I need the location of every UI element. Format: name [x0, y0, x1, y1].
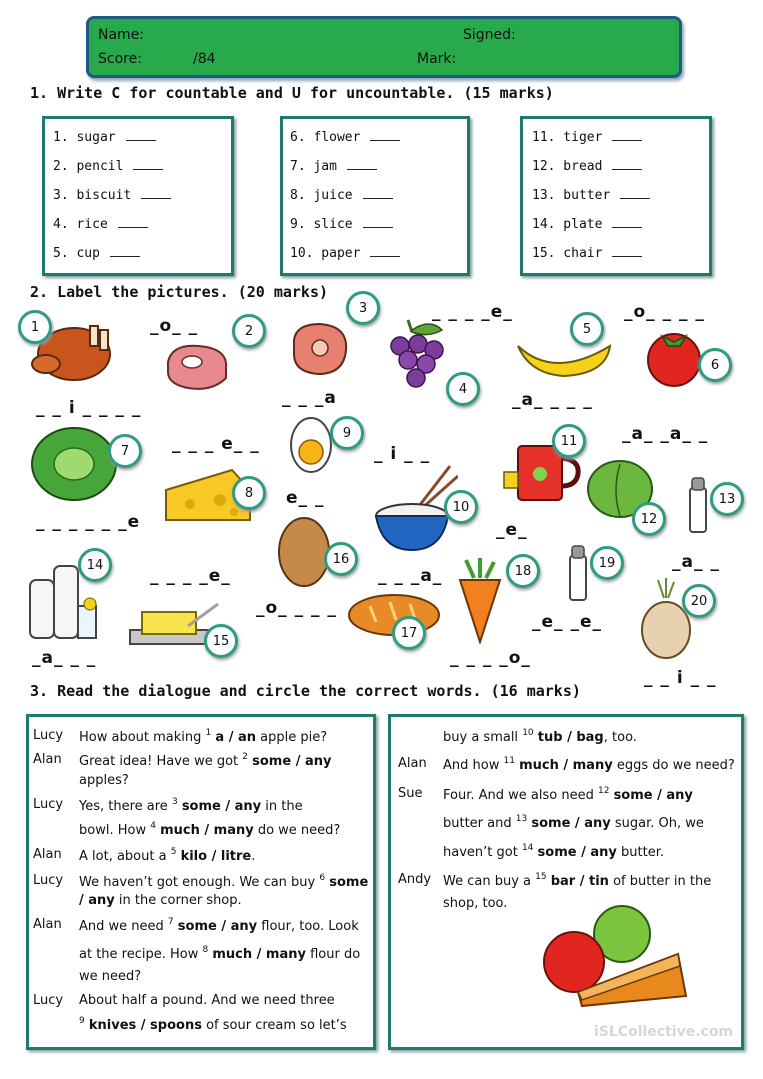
picture-number: 4 — [446, 372, 480, 406]
speaker-name: Andy — [398, 872, 432, 887]
word-item: 3. biscuit — [53, 187, 171, 203]
mark-label: Mark: — [417, 51, 457, 67]
picture-number: 7 — [108, 434, 142, 468]
ham-picture — [290, 320, 352, 380]
dialogue-line: Yes, there are $^3$ some / any in the — [79, 797, 303, 814]
question-number: 13 — [515, 814, 528, 824]
tomato-picture — [642, 326, 708, 388]
word-options[interactable]: some / any — [177, 919, 258, 934]
word-hint: _ _ _a — [282, 388, 337, 408]
carrot-picture — [450, 556, 508, 644]
picture-number: 3 — [346, 291, 380, 325]
word-hint: _ _ _ _e_ — [432, 302, 513, 322]
word-options[interactable]: much / many — [212, 947, 306, 962]
question-number: 2 — [242, 752, 248, 762]
speaker-name: Sue — [398, 786, 423, 801]
word-options[interactable]: some / any — [613, 788, 693, 803]
lettuce-picture — [28, 424, 120, 504]
question-number: 12 — [597, 786, 610, 796]
question-number: 4 — [150, 821, 156, 831]
pepper-shaker-picture — [566, 542, 590, 604]
word-hint: _ _ _a_ — [378, 566, 443, 586]
word-box-2 — [280, 116, 470, 276]
picture-number: 5 — [570, 312, 604, 346]
header-panel — [86, 16, 682, 78]
word-item: 4. rice — [53, 216, 148, 232]
picture-number: 15 — [204, 624, 238, 658]
dialogue-line: / any in the corner shop. — [79, 893, 242, 908]
word-hint: _a_ _ _ _ — [512, 390, 593, 410]
question-number: 7 — [167, 917, 174, 927]
speaker-name: Alan — [33, 917, 62, 932]
word-options[interactable]: some / any — [252, 754, 332, 769]
word-item: 10. paper — [290, 245, 400, 261]
dialogue-line: we need? — [79, 969, 142, 984]
word-options[interactable]: some — [329, 875, 369, 890]
word-options[interactable]: bar / tin — [550, 874, 609, 889]
dialogue-line: apples? — [79, 773, 129, 788]
word-hint: _ _ _ _o_ — [450, 648, 531, 668]
picture-number: 17 — [392, 616, 426, 650]
picture-number: 20 — [682, 584, 716, 618]
word-hint: _o_ _ — [150, 316, 199, 336]
dialogue-line: And how $^{11}$ much / many eggs do we need? — [443, 756, 735, 773]
word-item: 14. plate — [532, 216, 642, 232]
banana-picture — [514, 334, 616, 384]
speaker-name: Alan — [398, 756, 427, 771]
dialogue-line: Great idea! Have we got $^2$ some / any — [79, 752, 332, 769]
word-hint: e_ _ — [286, 488, 325, 508]
meat-picture — [162, 340, 234, 395]
apple-pie-picture — [538, 900, 690, 1012]
speaker-name: Lucy — [33, 797, 64, 812]
question-number: 1 — [205, 728, 212, 738]
word-options[interactable]: much / many — [160, 823, 254, 838]
speaker-name: Alan — [33, 847, 62, 862]
word-options[interactable]: some / any — [537, 845, 617, 860]
dialogue-line: And we need $^7$ some / any flour, too. Look — [79, 917, 359, 934]
word-hint: _a_ _ _ — [32, 648, 97, 668]
question-number: 6 — [319, 873, 326, 883]
question-number: 3 — [171, 797, 178, 807]
speaker-name: Lucy — [33, 993, 64, 1008]
word-item: 11. tiger — [532, 129, 642, 145]
word-options[interactable]: tub / bag — [537, 730, 604, 745]
word-options[interactable]: some / any — [531, 816, 611, 831]
word-options[interactable]: much / many — [519, 758, 613, 773]
question-number: 8 — [202, 945, 209, 955]
picture-number: 1 — [18, 310, 52, 344]
word-item: 6. flower — [290, 129, 400, 145]
picture-number: 12 — [632, 502, 666, 536]
dialogue-line: We haven’t got enough. We can buy $^6$ some — [79, 873, 369, 890]
dialogue-line: butter and $^{13}$ some / any sugar. Oh, we — [443, 814, 704, 831]
picture-number: 11 — [552, 424, 586, 458]
dialogue-line: Four. And we also need $^{12}$ some / any — [443, 786, 693, 803]
word-item: 12. bread — [532, 158, 642, 174]
word-hint: _a_ _ — [672, 552, 720, 572]
word-options[interactable]: kilo / litre — [180, 849, 252, 864]
word-options[interactable]: knives / spoons — [88, 1018, 202, 1033]
name-label: Name: — [98, 27, 145, 43]
question-number: 5 — [170, 847, 177, 857]
salt-shaker-picture — [686, 474, 710, 536]
section2-title: 2. Label the pictures. (20 marks) — [30, 283, 329, 301]
question-number: 9 — [79, 1016, 85, 1026]
picture-number: 16 — [324, 542, 358, 576]
picture-number: 18 — [506, 554, 540, 588]
dialogue-line: We can buy a $^{15}$ bar / tin of butter in the — [443, 872, 712, 889]
word-options[interactable]: / any — [79, 893, 115, 908]
grapes-picture — [378, 316, 450, 400]
word-hint: _o_ _ _ _ — [624, 302, 705, 322]
dialogue-line: A lot, about a $^5$ kilo / litre. — [79, 847, 256, 864]
speaker-name: Lucy — [33, 873, 64, 888]
word-hint: _o_ _ _ _ — [256, 598, 337, 618]
picture-number: 2 — [232, 314, 266, 348]
dialogue-line: How about making $^1$ a / an apple pie? — [79, 728, 328, 745]
word-hint: _ _ i _ _ _ _ — [36, 398, 142, 418]
picture-number: 14 — [78, 548, 112, 582]
dialogue-line: $^9$ knives / spoons of sour cream so let’s — [79, 1016, 347, 1033]
word-box-3 — [520, 116, 712, 276]
score-total: /84 — [193, 51, 216, 67]
word-hint: _e_ — [496, 520, 528, 540]
dialogue-line: at the recipe. How $^8$ much / many flour do — [79, 945, 361, 962]
word-box-1 — [42, 116, 234, 276]
picture-number: 6 — [698, 348, 732, 382]
dialogue-line: shop, too. — [443, 896, 508, 911]
signed-label: Signed: — [463, 27, 516, 43]
question-number: 10 — [522, 728, 534, 738]
word-hint: _ i _ _ — [374, 444, 431, 464]
word-item: 5. cup — [53, 245, 140, 261]
picture-number: 19 — [590, 546, 624, 580]
word-hint: _ _ _ e_ _ — [172, 434, 260, 454]
word-item: 15. chair — [532, 245, 642, 261]
word-hint: _a_ _a_ _ — [622, 424, 709, 444]
dialogue-line: About half a pound. And we need three — [79, 993, 335, 1008]
word-options[interactable]: some / any — [181, 799, 262, 814]
score-label: Score: — [98, 51, 142, 67]
word-item: 1. sugar — [53, 129, 156, 145]
word-item: 2. pencil — [53, 158, 163, 174]
word-hint: _ _ _ _ _ _e — [36, 512, 141, 532]
picture-number: 8 — [232, 476, 266, 510]
egg-picture — [288, 414, 334, 476]
picture-number: 10 — [444, 490, 478, 524]
word-hint: _ _ i _ _ — [644, 668, 717, 688]
word-hint: _ _ _ _e_ — [150, 566, 231, 586]
word-item: 7. jam — [290, 158, 377, 174]
potato-picture — [276, 514, 332, 590]
word-options[interactable]: a / an — [215, 730, 257, 745]
dialogue-line: bowl. How $^4$ much / many do we need? — [79, 821, 341, 838]
question-number: 11 — [503, 756, 515, 766]
speaker-name: Lucy — [33, 728, 64, 743]
word-item: 13. butter — [532, 187, 650, 203]
dialogue-line: haven’t got $^{14}$ some / any butter. — [443, 843, 664, 860]
section3-title: 3. Read the dialogue and circle the correct words. (16 marks) — [30, 682, 581, 700]
question-number: 14 — [521, 843, 534, 853]
watermark: iSLCollective.com — [594, 1024, 734, 1040]
word-hint: _e_ _e_ — [532, 612, 602, 632]
question-number: 15 — [535, 872, 547, 882]
picture-number: 13 — [710, 482, 744, 516]
dialogue-line: buy a small $^{10}$ tub / bag, too. — [443, 728, 637, 745]
section1-title: 1. Write C for countable and U for uncountable. (15 marks) — [30, 84, 554, 102]
speaker-name: Alan — [33, 752, 62, 767]
word-item: 9. slice — [290, 216, 393, 232]
picture-number: 9 — [330, 416, 364, 450]
word-item: 8. juice — [290, 187, 393, 203]
